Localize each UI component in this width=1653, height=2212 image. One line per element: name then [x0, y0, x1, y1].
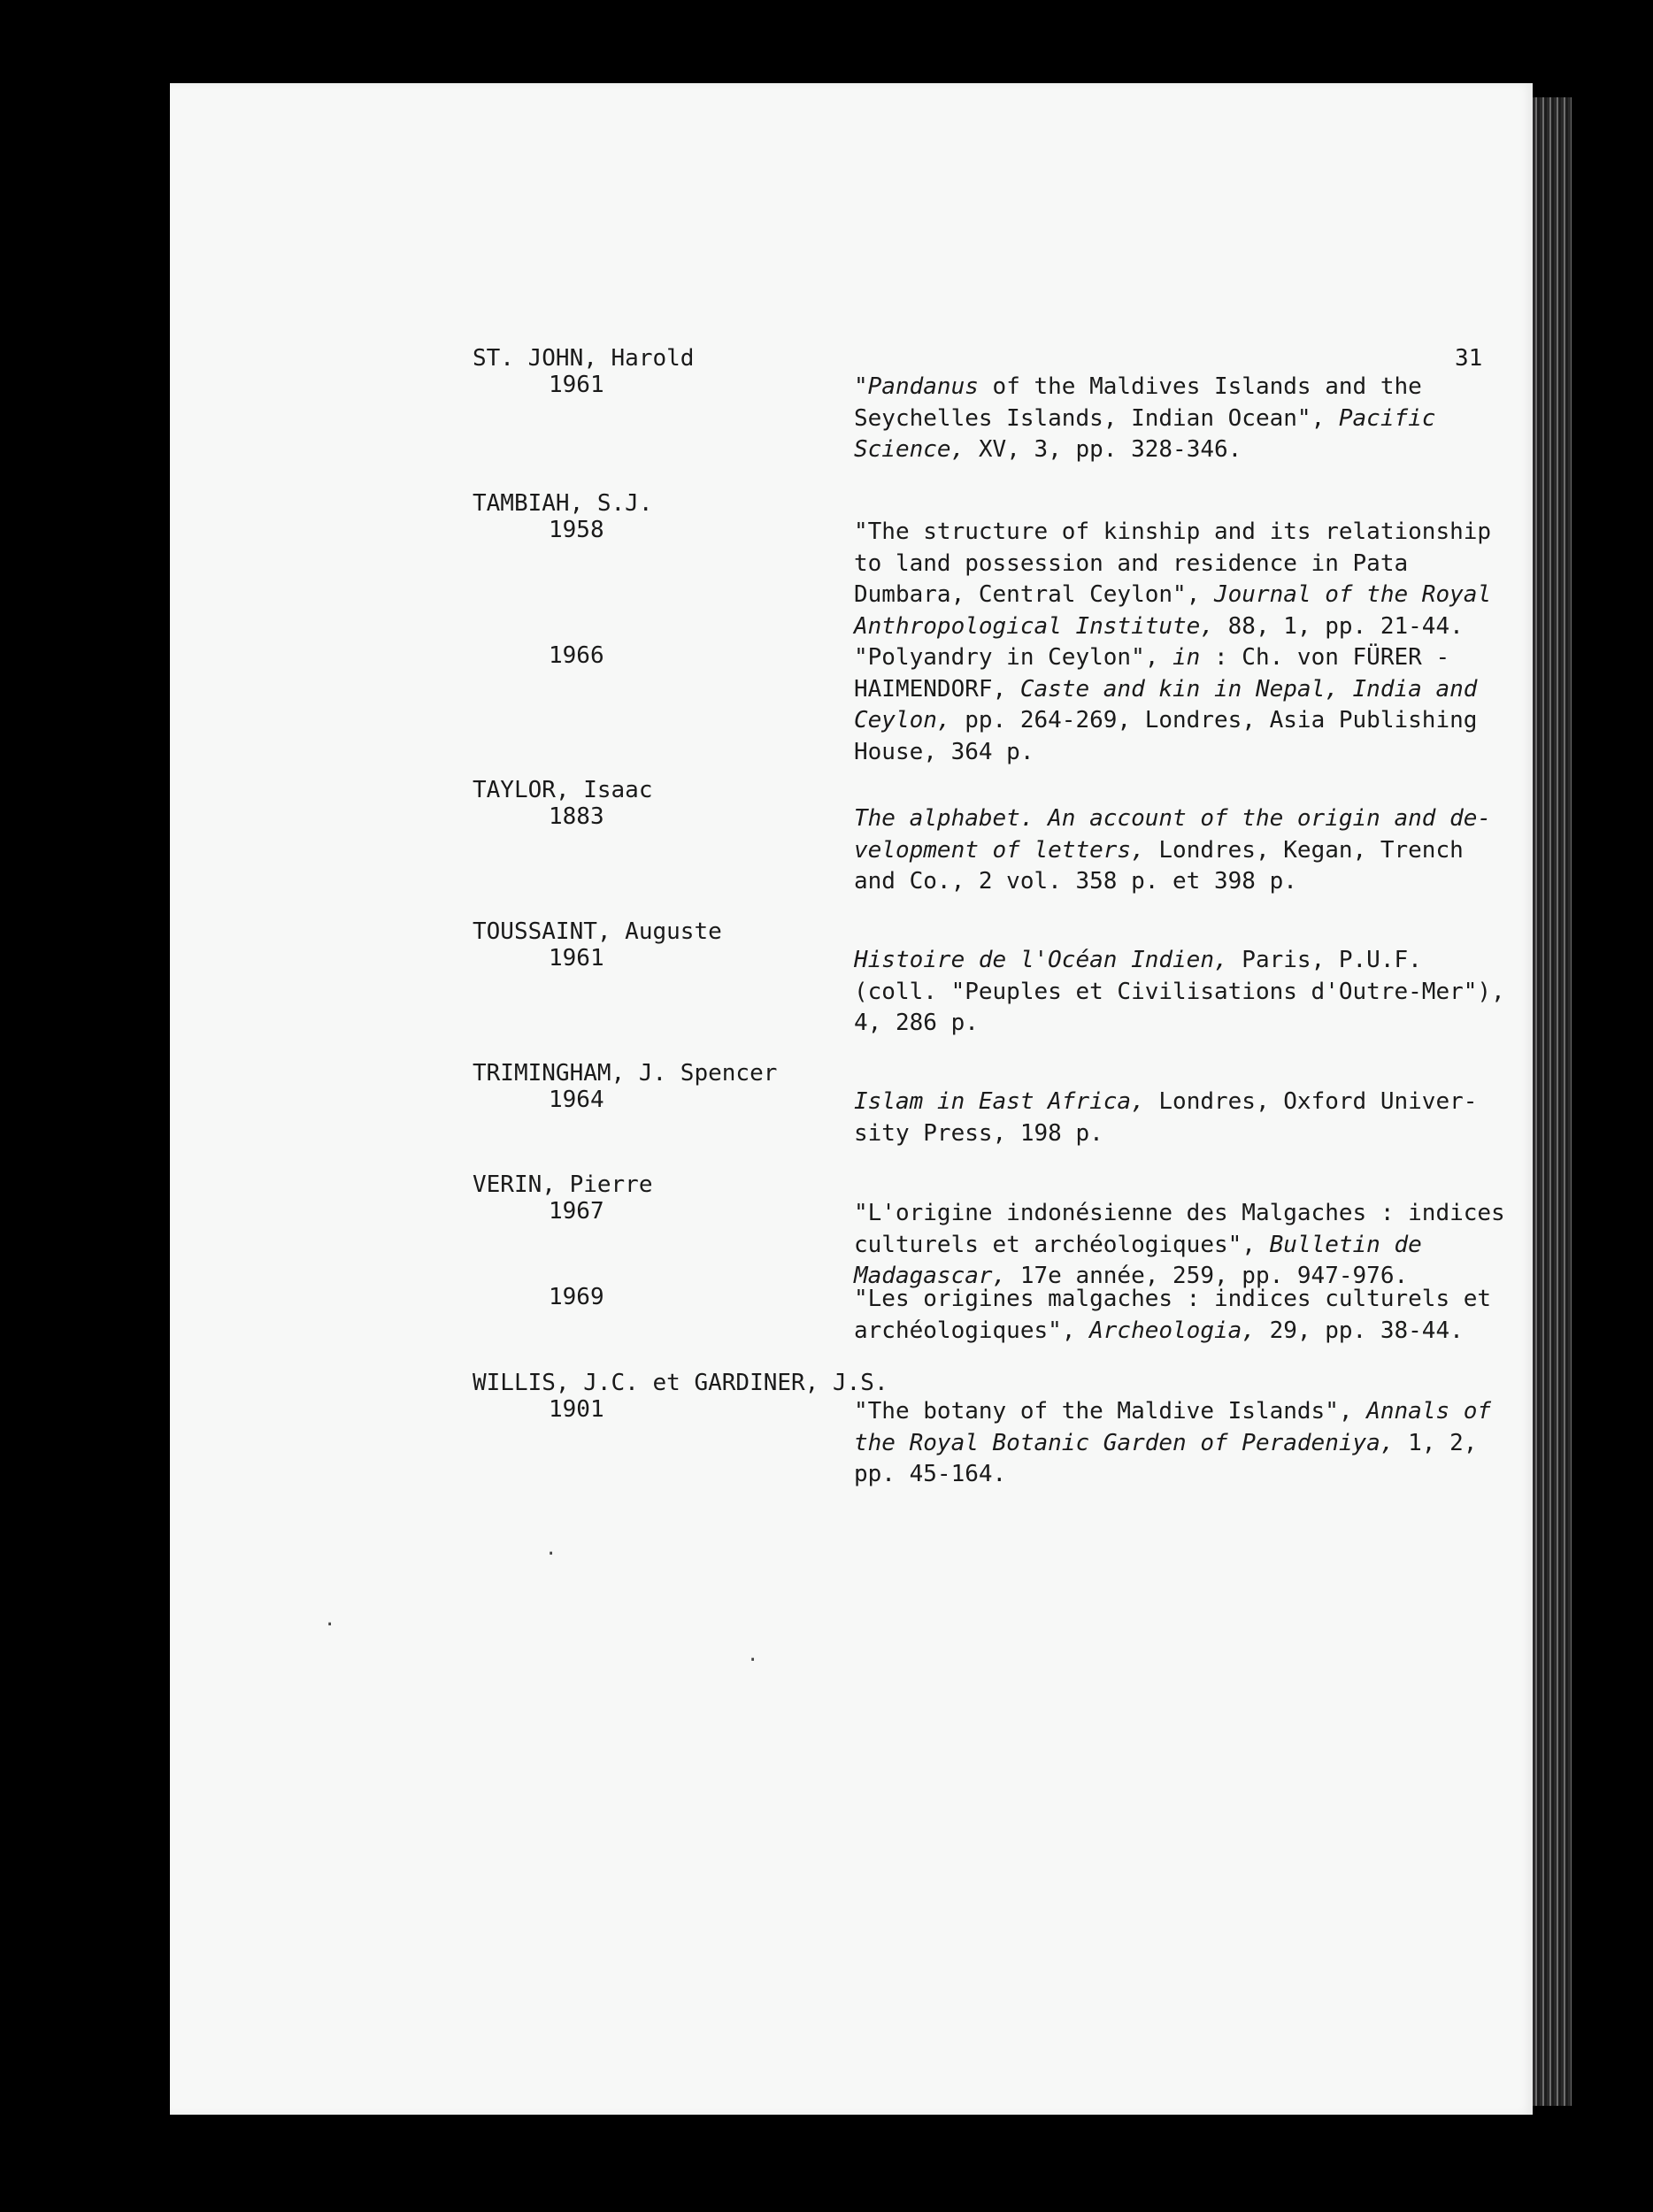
reference-line: the Royal Botanic Garden of Peradeniya, 1, 2,: [854, 1429, 1478, 1456]
reference-line: (coll. "Peuples et Civilisations d'Outre-Mer"),: [854, 978, 1505, 1005]
entry-year: 1901: [549, 1396, 604, 1423]
reference-line: Science, XV, 3, pp. 328-346.: [854, 436, 1242, 463]
entry-author: TOUSSAINT, Auguste: [473, 918, 722, 945]
print-speck: ·: [545, 1543, 557, 1565]
reference-line: Madagascar, 17e année, 259, pp. 947-976.: [854, 1263, 1409, 1289]
reference-line: Dumbara, Central Ceylon", Journal of the Royal: [854, 581, 1492, 608]
reference-line: Anthropological Institute, 88, 1, pp. 21-44.: [854, 612, 1464, 640]
reference-line: Islam in East Africa, Londres, Oxford Univer-: [854, 1088, 1478, 1115]
reference-line: House, 364 p.: [854, 738, 1034, 765]
reference-line: Seychelles Islands, Indian Ocean", Pacific: [854, 404, 1436, 432]
entry-work: [854, 803, 1491, 898]
reference-line: velopment of letters, Londres, Kegan, Trench: [854, 836, 1464, 864]
entry-work: [854, 1087, 1477, 1149]
entry-year: 1966: [549, 642, 604, 669]
entry-work: [854, 1396, 1491, 1491]
reference-line: sity Press, 198 p.: [854, 1119, 1103, 1147]
entry-year: 1964: [549, 1087, 604, 1113]
reference-line: "The botany of the Maldive Islands", Annals of: [854, 1398, 1492, 1425]
entry-year: 1969: [549, 1284, 604, 1310]
entry-author: TAMBIAH, S.J.: [473, 490, 653, 517]
reference-line: "L'origine indonésienne des Malgaches : indices: [854, 1200, 1505, 1226]
reference-line: and Co., 2 vol. 358 p. et 398 p.: [854, 868, 1297, 895]
entry-work: [854, 642, 1477, 768]
reference-line: "The structure of kinship and its relationship: [854, 518, 1492, 545]
reference-line: "Polyandry in Ceylon", in : Ch. von FÜRER -: [854, 644, 1450, 671]
reference-line: Ceylon, pp. 264-269, Londres, Asia Publishing: [854, 707, 1478, 733]
entry-work: [854, 517, 1491, 642]
page-stack-edge: [1533, 97, 1572, 2106]
reference-line: culturels et archéologiques", Bulletin de: [854, 1231, 1422, 1258]
entry-work: [854, 945, 1505, 1040]
entry-work: [854, 372, 1435, 466]
entry-author: TAYLOR, Isaac: [473, 777, 653, 803]
entry-author: TRIMINGHAM, J. Spencer: [473, 1060, 778, 1087]
reference-line: Histoire de l'Océan Indien, Paris, P.U.F.: [854, 947, 1422, 973]
reference-line: HAIMENDORF, Caste and kin in Nepal, India and: [854, 675, 1478, 703]
reference-line: pp. 45-164.: [854, 1461, 1007, 1487]
entry-year: 1967: [549, 1198, 604, 1225]
entry-author: ST. JOHN, Harold: [473, 345, 695, 372]
reference-line: archéologiques", Archeologia, 29, pp. 38-44.: [854, 1317, 1464, 1344]
entry-work: [854, 1198, 1505, 1293]
print-speck: ·: [324, 1614, 336, 1636]
document-page: [170, 83, 1533, 2115]
entry-year: 1961: [549, 372, 604, 398]
reference-line: to land possession and residence in Pata: [854, 549, 1409, 577]
reference-line: 4, 286 p.: [854, 1010, 979, 1036]
entry-year: 1958: [549, 517, 604, 543]
entry-year: 1961: [549, 945, 604, 972]
entry-year: 1883: [549, 803, 604, 830]
reference-line: "Pandanus of the Maldives Islands and the: [854, 373, 1422, 400]
print-speck: ·: [747, 1649, 759, 1671]
entry-author: VERIN, Pierre: [473, 1171, 653, 1198]
entry-author: WILLIS, J.C. et GARDINER, J.S.: [473, 1370, 888, 1396]
reference-line: The alphabet. An account of the origin and de-: [854, 805, 1492, 832]
entry-work: [854, 1284, 1491, 1347]
reference-line: "Les origines malgaches : indices culturels et: [854, 1286, 1492, 1312]
page-number: 31: [1455, 345, 1483, 372]
